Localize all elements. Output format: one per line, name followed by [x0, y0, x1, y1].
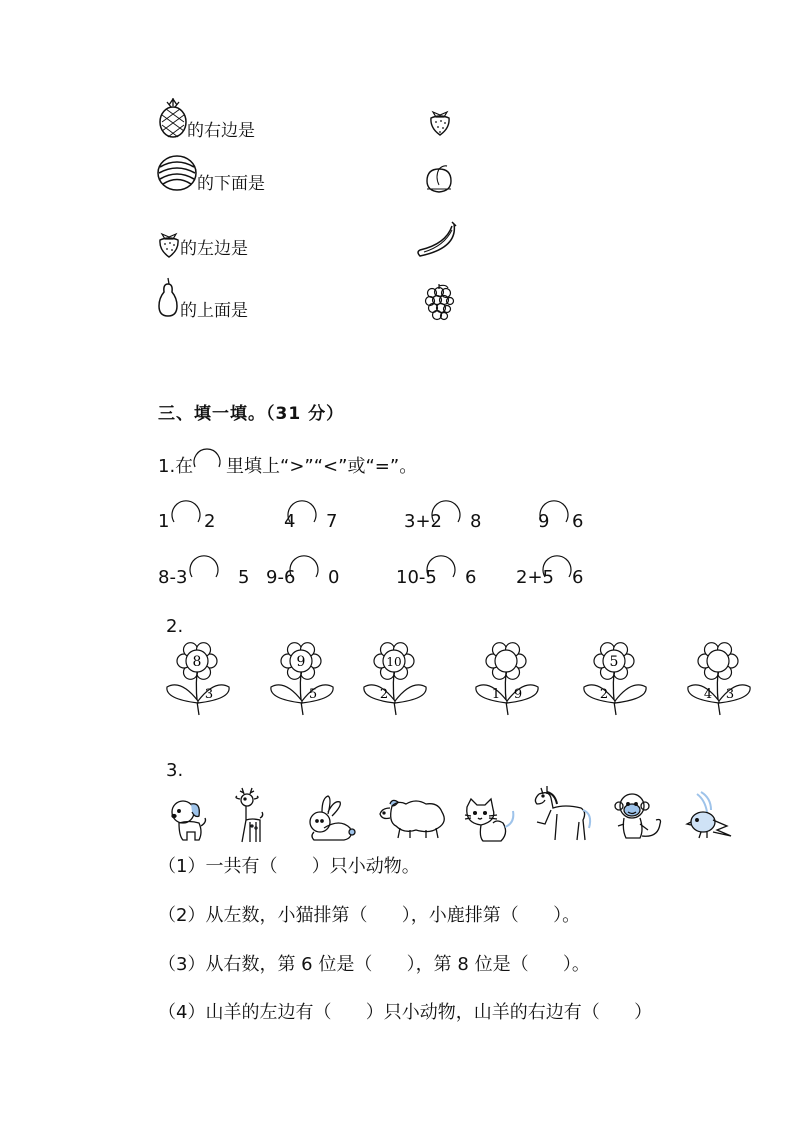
- rabbit-icon: [300, 794, 356, 844]
- q3-line-3: （3）从右数，第 6 位是（ ），第 8 位是（ ）。: [158, 954, 590, 975]
- strawberry-icon: [428, 108, 452, 136]
- flower-right-number: 3: [204, 687, 214, 702]
- number-flower: [580, 641, 648, 717]
- sheep-icon: [376, 794, 448, 840]
- bird-icon: [687, 790, 735, 842]
- flower-left-number: 1: [491, 687, 501, 702]
- grapes-icon: [424, 282, 454, 322]
- compare-left: 1: [158, 511, 170, 532]
- compare-right: 5: [238, 567, 250, 588]
- compare-circle[interactable]: [429, 496, 463, 530]
- cat-icon: [463, 797, 519, 843]
- dog-icon: [165, 796, 215, 844]
- compare-circle[interactable]: [424, 551, 458, 585]
- number-flower: [360, 641, 428, 717]
- flower-right-number: 3: [725, 687, 735, 702]
- flower-left-number: 2: [379, 687, 389, 702]
- compare-right: 6: [572, 567, 584, 588]
- q1-suffix: 里填上“>”“<”或“=”。: [226, 456, 418, 477]
- flower-left-number: 4: [703, 687, 713, 702]
- row1-text: 的右边是: [187, 121, 255, 141]
- compare-circle[interactable]: [537, 496, 571, 530]
- circle-blank: [191, 443, 223, 475]
- compare-circle[interactable]: [169, 496, 203, 530]
- flower-top-number: 9: [296, 654, 306, 670]
- compare-left: 9: [538, 511, 550, 532]
- compare-circle[interactable]: [285, 496, 319, 530]
- q3-label: 3.: [166, 760, 184, 781]
- compare-left: 9-6: [266, 567, 296, 588]
- compare-right: 8: [470, 511, 482, 532]
- row3-text: 的左边是: [180, 239, 248, 259]
- q2-label: 2.: [166, 616, 184, 637]
- deer-icon: [232, 786, 272, 846]
- flower-left-number: 2: [599, 687, 609, 702]
- row2-text: 的下面是: [197, 174, 265, 194]
- watermelon-icon: [156, 153, 198, 193]
- number-flower: [267, 641, 335, 717]
- row4-text: 的上面是: [180, 301, 248, 321]
- q3-line-4: （4）山羊的左边有（ ）只小动物，山羊的右边有（ ）: [158, 1002, 653, 1023]
- pear-icon: [157, 276, 179, 318]
- compare-circle[interactable]: [187, 551, 221, 585]
- compare-left: 10-5: [396, 567, 437, 588]
- compare-right: 7: [326, 511, 338, 532]
- q3-line-2: （2）从左数，小猫排第（ ），小鹿排第（ ）。: [158, 905, 581, 926]
- compare-right: 6: [465, 567, 477, 588]
- banana-icon: [414, 218, 460, 262]
- section3-heading: 三、填一填。（31 分）: [158, 404, 345, 424]
- compare-left: 4: [284, 511, 296, 532]
- strawberry-icon: [157, 230, 181, 258]
- q3-line-1: （1）一共有（ ）只小动物。: [158, 856, 420, 877]
- compare-right: 0: [328, 567, 340, 588]
- compare-left: 2+5: [516, 567, 554, 588]
- flower-right-number: 9: [513, 687, 523, 702]
- number-flower: [163, 641, 231, 717]
- number-flower: [472, 641, 540, 717]
- compare-left: 8-3: [158, 567, 188, 588]
- pineapple-icon: [157, 97, 189, 139]
- horse-icon: [531, 784, 593, 844]
- compare-left: 3+2: [404, 511, 442, 532]
- flower-top-number: 5: [609, 654, 619, 670]
- compare-circle[interactable]: [540, 551, 574, 585]
- flower-top-number: 8: [192, 654, 202, 670]
- flower-top-number: 10: [386, 655, 402, 669]
- flower-right-number: 5: [308, 687, 318, 702]
- number-flower: [684, 641, 752, 717]
- peach-icon: [423, 163, 455, 195]
- q1-prefix: 1.在: [158, 456, 194, 477]
- compare-right: 6: [572, 511, 584, 532]
- monkey-icon: [612, 790, 666, 844]
- compare-right: 2: [204, 511, 216, 532]
- compare-circle[interactable]: [287, 551, 321, 585]
